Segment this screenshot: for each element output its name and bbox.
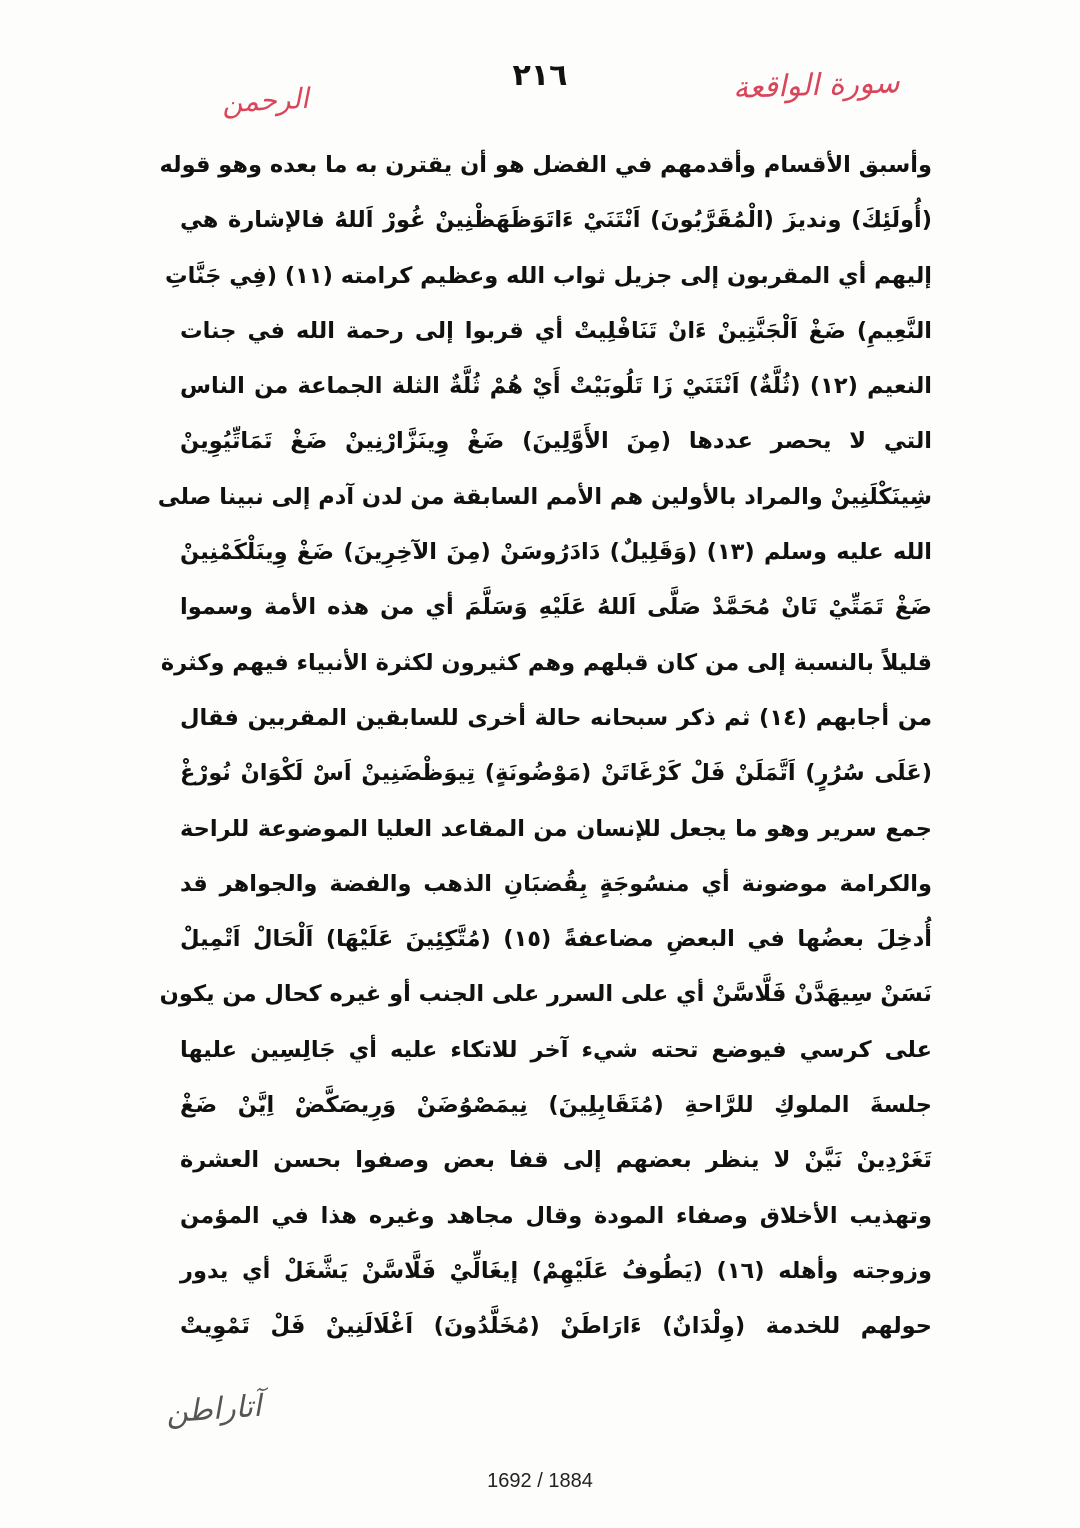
text-line: والكرامة موضونة أي منسُوجَةٍ بِقُضبَانِ الذهب والفضة والجواهر قد: [180, 870, 932, 897]
text-line: النَّعِيمِ) ضَغْ اَلْجَنَّتِينْ ءَانْ تَنَافْلِيتْ أي قربوا إلى رحمة الله في جنات: [180, 317, 932, 344]
text-line: النعيم (١٢) (ثُلَّةٌ) اَنْتَنَيْ زَا تَلُوبَيْتْ أَيْ هُمْ ثُلَّةٌ الثلة الجماعة من الناس: [180, 373, 932, 400]
text-line: التي لا يحصر عددها (مِنَ الأَوَّلِينَ) ضَغْ وِينَزَّارْنِينْ ضَغْ تَمَاتِّيُوِينْ: [180, 428, 932, 455]
page-counter: 1692 / 1884: [487, 1470, 593, 1492]
text-line: نَسَنْ سِيهَدَّنْ فَلَّاسَّنْ أي على السرر على الجنب أو غيره كحال من يكون: [159, 981, 932, 1008]
handwritten-signature: آتاراطن: [164, 1388, 263, 1431]
text-line: جلسةَ الملوكِ للرَّاحةِ (مُتَقَابِلِينَ) نِيمَصْوُضَنْ وَرِيصَكَّضْ اِيَّنْ ضَغْ: [180, 1092, 932, 1119]
text-line: تَغَرْدِينْ نَيَّنْ لا ينظر بعضهم إلى قفا بعض وصفوا بحسن العشرة: [180, 1147, 932, 1174]
text-line: حولهم للخدمة (وِلْدَانٌ) ءَارَاطَنْ (مُخَلَّدُونَ) اَغْلَالَنِينْ فَلْ تَمْوِيتْ: [180, 1313, 932, 1340]
text-line: وتهذيب الأخلاق وصفاء المودة وقال مجاهد وغيره هذا في المؤمن: [180, 1202, 932, 1229]
text-line: شِينَكْلَنِينْ والمراد بالأولين هم الأمم السابقة من لدن آدم إلى نبينا صلى: [157, 483, 932, 510]
handwritten-surah-note: سورة الواقعة: [732, 65, 901, 106]
page-number: ٢١٦: [512, 58, 568, 93]
text-line: إليهم أي المقربون إلى جزيل ثواب الله وعظيم كرامته (١١) (فِي جَنَّاتِ: [164, 262, 932, 289]
text-line: ضَغْ تَمَتِّيْ تَانْ مُحَمَّدْ صَلَّى اَللهُ عَلَيْهِ وَسَلَّمَ أي من هذه الأمة وسموا: [180, 594, 932, 621]
handwritten-margin-note: الرحمن: [221, 81, 310, 120]
text-line: جمع سرير وهو ما يجعل للإنسان من المقاعد العليا الموضوعة للراحة: [180, 815, 932, 842]
text-line: وزوجته وأهله (١٦) (يَطُوفُ عَلَيْهِمْ) إيغَالِّيْ فَلَّاسَّنْ يَشَّغَلْ أي يدور: [180, 1257, 932, 1284]
text-line: من أجابهم (١٤) ثم ذكر سبحانه حالة أخرى للسابقين المقربين فقال: [180, 704, 933, 731]
text-line: (عَلَى سُرُرٍ) اَتَّمَلَنْ فَلْ كَرْغَاتَنْ (مَوْضُونَةٍ) تِيوَظْضَنِينْ اَسْ لَكْوَانْ نُورْغْ: [180, 760, 932, 787]
text-line: أُدخِلَ بعضُها في البعضِ مضاعفةً (١٥) (مُتَّكِئِينَ عَلَيْهَا) اَلْحَالْ اَتْمِيلْ: [180, 926, 933, 953]
text-line: وأسبق الأقسام وأقدمهم في الفضل هو أن يقترن به ما بعده وهو قوله: [159, 152, 932, 178]
text-line: قليلاً بالنسبة إلى من كان قبلهم وهم كثيرون لكثرة الأنبياء فيهم وكثرة: [160, 649, 932, 676]
text-line: على كرسي فيوضع تحته شيء آخر للاتكاء عليه أي جَالِسِين عليها: [180, 1036, 932, 1063]
body-text: [157, 138, 933, 1355]
text-line: الله عليه وسلم (١٣) (وَقَلِيلٌ) دَادَرُوسَنْ (مِنَ الآخِرِينَ) ضَغْ وِينَلْكَمْنِينْ: [180, 539, 932, 566]
text-line: (أُولَئِكَ) ونديزَ (الْمُقَرَّبُونَ) اَنْتَنَيْ ءَاتَوَظَهَظْنِينْ غُورْ اَللهُ فالإشارة هي: [180, 207, 932, 234]
